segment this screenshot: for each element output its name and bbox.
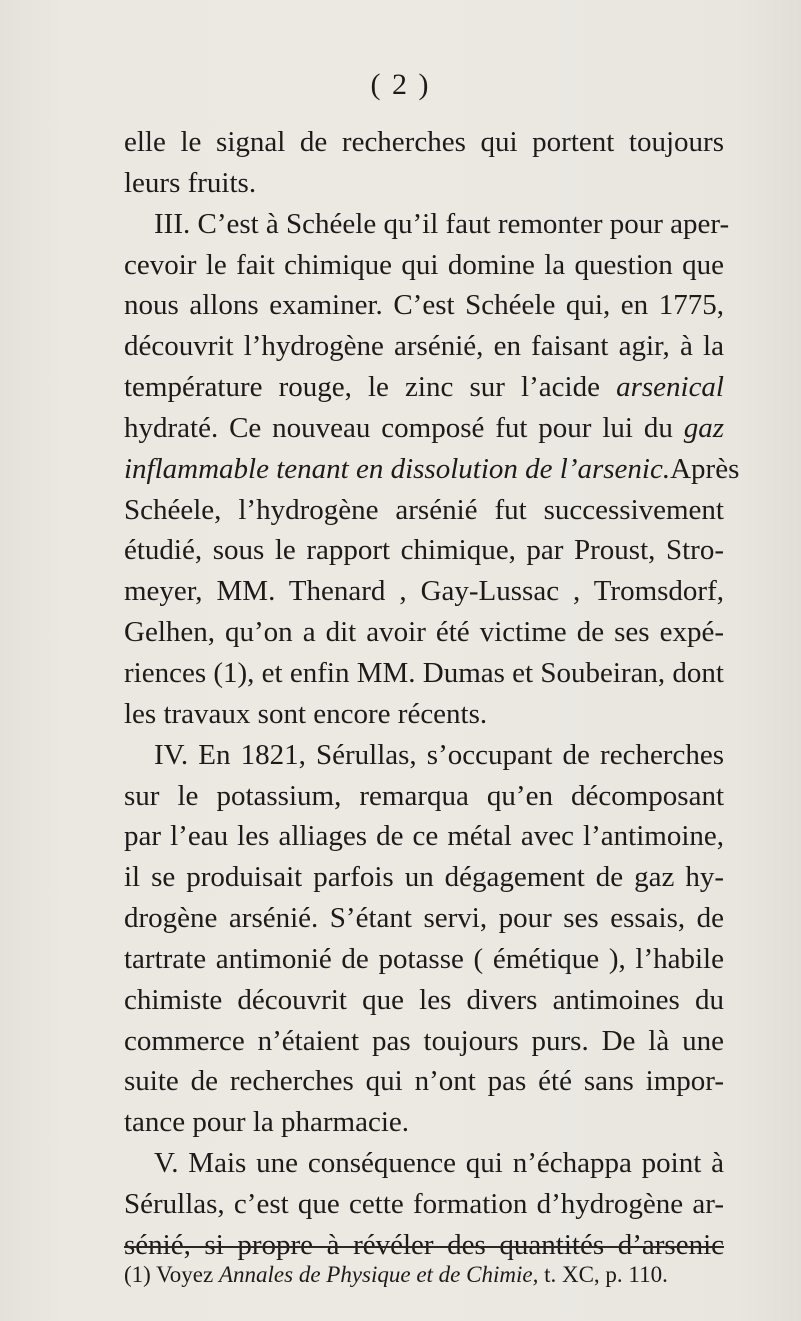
text-line xyxy=(124,367,724,408)
text-run: les travaux sont encore récents. xyxy=(124,697,488,730)
footnote-title: Annales de Physique et de Chimie, xyxy=(218,1262,539,1287)
text-line xyxy=(124,245,724,286)
text-run: nous allons examiner. C’est Schéele qui, en 1775, xyxy=(124,289,724,322)
text-line xyxy=(124,204,730,245)
text-line xyxy=(124,326,724,367)
text-line xyxy=(124,530,724,571)
text-line xyxy=(124,285,724,326)
text-line xyxy=(124,1061,724,1102)
text-run: riences (1), et enfin MM. Dumas et Soubeiran, dont xyxy=(124,656,724,689)
text-line xyxy=(124,122,724,163)
text-run: tance pour la pharmacie. xyxy=(124,1106,410,1139)
text-line xyxy=(124,857,724,898)
text-run: cevoir le fait chimique qui domine la question que xyxy=(124,248,724,281)
body-text xyxy=(124,122,740,1266)
text-run: sur le potassium, remarqua qu’en décomposant xyxy=(124,779,724,812)
text-run: il se produisait parfois un dégagement de gaz hy- xyxy=(124,861,724,894)
italic-text: arsenical xyxy=(616,371,724,404)
text-run: suite de recherches qui n’ont pas été sans impor- xyxy=(124,1065,724,1098)
text-line xyxy=(124,1143,724,1184)
text-line xyxy=(124,653,724,694)
text-line xyxy=(124,939,724,980)
text-run: hydraté. Ce nouveau composé fut pour lui du xyxy=(124,411,684,444)
text-line xyxy=(124,571,724,612)
text-run: V. Mais une conséquence qui n’échappa point à xyxy=(154,1147,724,1180)
italic-text: gaz xyxy=(683,411,724,444)
text-line xyxy=(124,898,724,939)
footnote xyxy=(124,1260,724,1290)
text-run: découvrit l’hydrogène arsénié, en faisant agir, à la xyxy=(124,330,724,363)
text-run: Sérullas, c’est que cette formation d’hydrogène ar- xyxy=(124,1187,724,1220)
text-run: sénié, si propre à révéler des quantités d’arsenic xyxy=(124,1228,724,1261)
text-run: meyer, MM. Thenard , Gay-Lussac , Tromsdorf, xyxy=(124,575,724,608)
text-line xyxy=(124,694,724,735)
text-run: drogène arsénié. S’étant servi, pour ses essais, de xyxy=(124,902,724,935)
text-run: Schéele, l’hydrogène arsénié fut successivement xyxy=(124,493,724,526)
text-run: IV. En 1821, Sérullas, s’occupant de recherches xyxy=(154,738,724,771)
text-run: Gelhen, qu’on a dit avoir été victime de ses expé- xyxy=(124,616,724,649)
text-line xyxy=(124,735,724,776)
text-run: elle le signal de recherches qui portent toujours xyxy=(124,126,724,158)
text-line xyxy=(124,1184,724,1225)
text-line xyxy=(124,1021,724,1062)
text-run: tartrate antimonié de potasse ( émétique ), l’habile xyxy=(124,942,724,975)
text-run: III. C’est à Schéele qu’il faut remonter pour aper- xyxy=(154,207,730,240)
text-line xyxy=(124,776,724,817)
text-line xyxy=(124,816,724,857)
footnote-marker: (1) Voyez xyxy=(124,1262,219,1287)
text-line xyxy=(124,980,724,1021)
text-run: étudié, sous le rapport chimique, par Proust, Stro- xyxy=(124,534,724,567)
text-line xyxy=(124,449,740,490)
italic-text: inflammable tenant en dissolution de l’arsenic. xyxy=(124,452,671,485)
page-number: ( 2 ) xyxy=(370,68,431,101)
text-line xyxy=(124,163,724,204)
footnote-reference: t. XC, p. 110. xyxy=(538,1262,668,1287)
text-run: Après xyxy=(670,452,740,485)
text-run: température rouge, le zinc sur l’acide xyxy=(124,371,617,404)
text-line xyxy=(124,1102,724,1143)
footnote-separator xyxy=(124,1246,724,1248)
text-run: par l’eau les alliages de ce métal avec l’antimoine, xyxy=(124,820,724,853)
text-line xyxy=(124,490,724,531)
text-line xyxy=(124,408,724,449)
text-line xyxy=(124,612,724,653)
text-run: leurs fruits. xyxy=(124,166,257,199)
text-run: chimiste découvrit que les divers antimoines du xyxy=(124,983,724,1016)
text-run: commerce n’étaient pas toujours purs. De là une xyxy=(124,1024,724,1057)
